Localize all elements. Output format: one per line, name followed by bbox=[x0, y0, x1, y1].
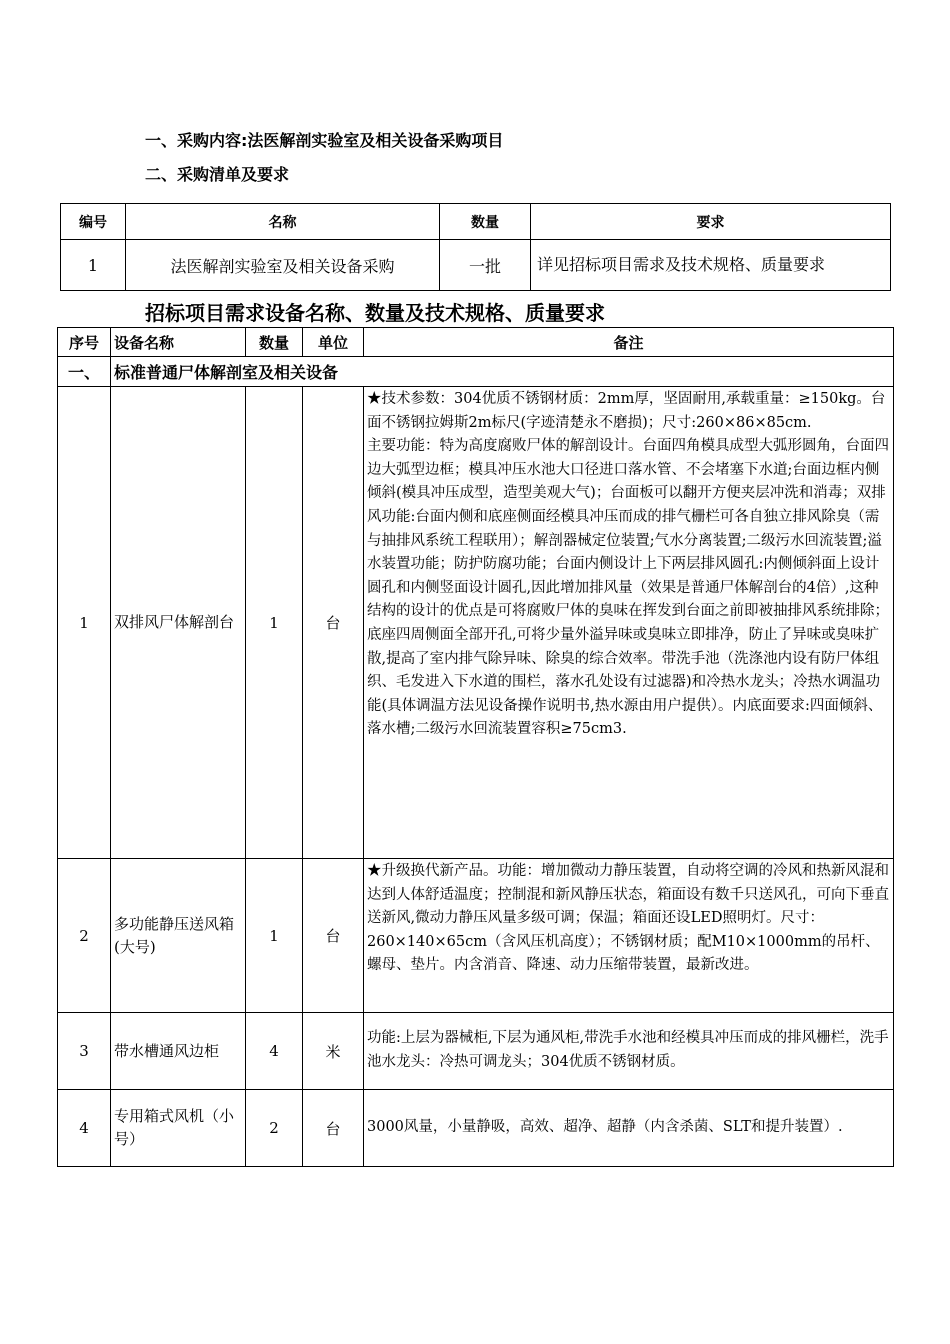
heading-procurement-list: 二、采购清单及要求 bbox=[145, 165, 290, 184]
detail-header-note: 备注 bbox=[364, 328, 894, 357]
table-row bbox=[61, 240, 891, 291]
row-qty: 1 bbox=[246, 387, 303, 859]
row-unit: 米 bbox=[303, 1013, 364, 1090]
row-no: 1 bbox=[58, 387, 111, 859]
summary-cell-req: 详见招标项目需求及技术规格、质量要求 bbox=[531, 240, 891, 291]
summary-header-row bbox=[61, 204, 891, 240]
row-qty: 1 bbox=[246, 859, 303, 1013]
summary-header-no: 编号 bbox=[61, 204, 126, 240]
summary-cell-no: 1 bbox=[61, 240, 126, 291]
row-unit: 台 bbox=[303, 1090, 364, 1167]
row-note: ★技术参数：304优质不锈钢材质：2mm厚，坚固耐用,承载重量：≥150kg。台面不锈钢拉姆斯2m标尺(字迹清楚永不磨损)；尺寸:260×86×85cm. 主要功能：特为高度腐败尸体的解剖设计。台面四角模具成型大弧形圆角，台面四边大弧型边框；模具冲压水池大口径进口落水管、不会堵塞下水道;台面边框内侧倾斜(模具冲压成型，造型美观大气)；台面板可以翻开方便夹层冲洗和消毒；双排风功能:台面内侧和底座侧面经模具冲压而成的排气栅栏可各自独立排风除臭（需与抽排风系统工程联用）；解剖器械定位装置;气水分离装置;二级污水回流装置;溢水装置功能；防护防腐功能；台面内侧设计上下两层排风圆孔:内侧倾斜面上设计圆孔和内侧竖面设计圆孔,因此增加排风量（效果是普通尸体解剖台的4倍）,这种结构的设计的优点是可将腐败尸体的臭味在挥发到台面之前即被抽排风系统排除；底座四周侧面全部开孔,可将少量外溢异味或臭味立即排净，防止了异味或臭味扩散,提高了室内排气除异味、除臭的综合效率。带洗手池（洗涤池内设有防尸体组织、毛发进入下水道的围栏，落水孔处设有过滤器)和冷热水龙头；冷热水调温功能(具体调温方法见设备操作说明书,热水源由用户提供）。内底面要求:四面倾斜、落水槽;二级污水回流装置容积≥75cm3. bbox=[364, 387, 894, 859]
table-row bbox=[58, 1013, 894, 1090]
row-note: 功能:上层为器械柜,下层为通风柜,带洗手水池和经模具冲压而成的排风栅栏，洗手池水龙头：冷热可调龙头；304优质不锈钢材质。 bbox=[364, 1013, 894, 1090]
table-row bbox=[58, 387, 894, 859]
summary-cell-qty: 一批 bbox=[440, 240, 531, 291]
row-name: 双排风尸体解剖台 bbox=[111, 387, 246, 859]
detail-table bbox=[57, 327, 894, 1167]
summary-header-qty: 数量 bbox=[440, 204, 531, 240]
table-row bbox=[58, 1090, 894, 1167]
row-unit: 台 bbox=[303, 859, 364, 1013]
row-no: 2 bbox=[58, 859, 111, 1013]
row-note: ★升级换代新产品。功能：增加微动力静压装置，自动将空调的冷风和热新风混和达到人体舒适温度；控制混和新风静压状态，箱面设有数千只送风孔，可向下垂直送新风,微动力静压风量多级可调；保温；箱面还设LED照明灯。尺寸：260×140×65cm（含风压机高度）；不锈钢材质；配M10×1000mm的吊杆、螺母、垫片。内含消音、降速、动力压缩带装置，最新改进。 bbox=[364, 859, 894, 1013]
row-note: 3000风量，小量静吸，高效、超净、超静（内含杀菌、SLT和提升装置）. bbox=[364, 1090, 894, 1167]
row-no: 4 bbox=[58, 1090, 111, 1167]
row-name: 带水槽通风边柜 bbox=[111, 1013, 246, 1090]
section-row bbox=[58, 357, 894, 387]
row-name: 多功能静压送风箱(大号) bbox=[111, 859, 246, 1013]
summary-cell-name: 法医解剖实验室及相关设备采购 bbox=[126, 240, 440, 291]
detail-header-qty: 数量 bbox=[246, 328, 303, 357]
section-no: 一、 bbox=[58, 357, 111, 387]
heading-procurement-content: 一、采购内容:法医解剖实验室及相关设备采购项目 bbox=[145, 131, 504, 150]
detail-header-row bbox=[58, 328, 894, 357]
summary-table bbox=[60, 203, 891, 291]
detail-header-no: 序号 bbox=[58, 328, 111, 357]
row-no: 3 bbox=[58, 1013, 111, 1090]
section-title: 标准普通尸体解剖室及相关设备 bbox=[111, 357, 894, 387]
table-title: 招标项目需求设备名称、数量及技术规格、质量要求 bbox=[145, 301, 605, 325]
row-name: 专用箱式风机（小号） bbox=[111, 1090, 246, 1167]
detail-header-name: 设备名称 bbox=[111, 328, 246, 357]
detail-header-unit: 单位 bbox=[303, 328, 364, 357]
summary-header-req: 要求 bbox=[531, 204, 891, 240]
row-qty: 4 bbox=[246, 1013, 303, 1090]
row-unit: 台 bbox=[303, 387, 364, 859]
row-qty: 2 bbox=[246, 1090, 303, 1167]
summary-header-name: 名称 bbox=[126, 204, 440, 240]
table-row bbox=[58, 859, 894, 1013]
